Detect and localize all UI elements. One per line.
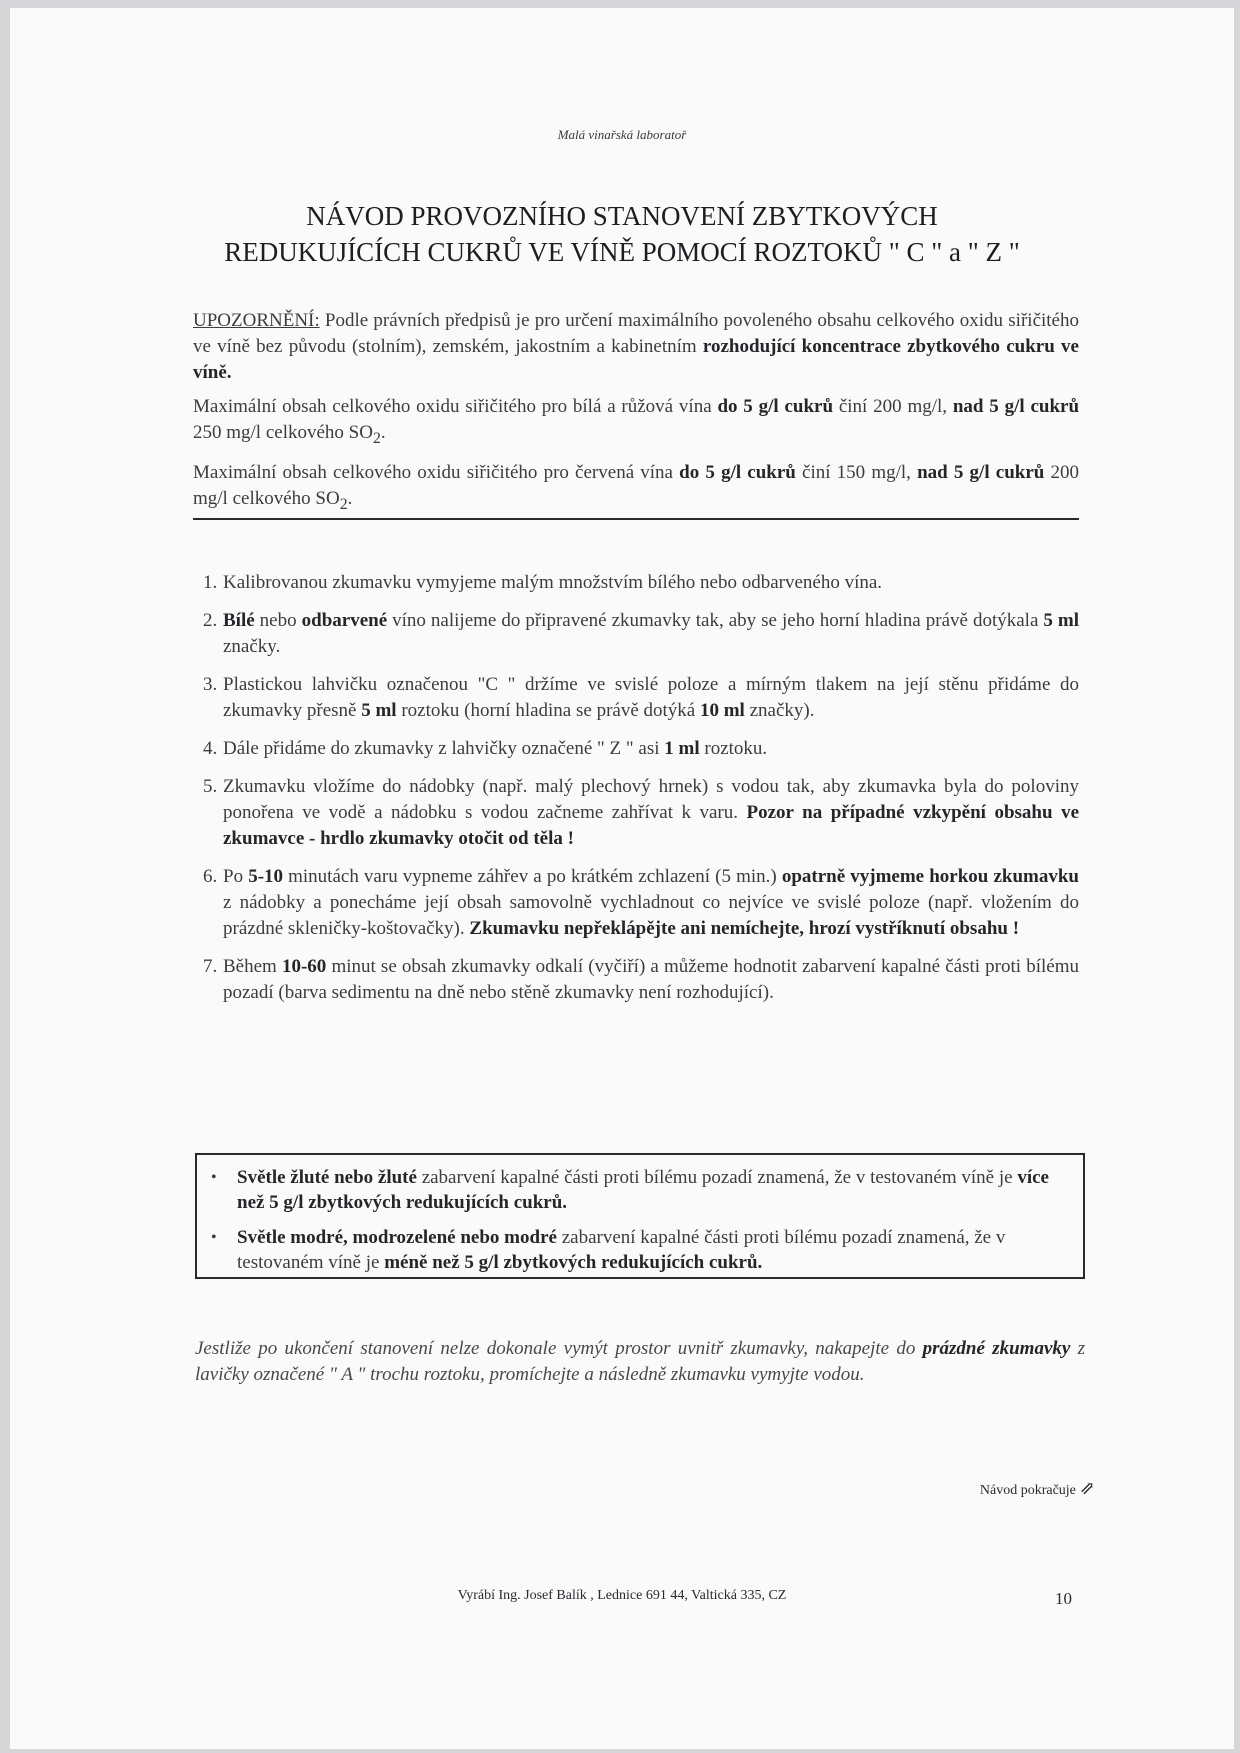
legal-warning: [193, 308, 1079, 526]
emphasis: Světle žluté nebo žluté: [237, 1167, 417, 1188]
text: .: [380, 422, 386, 443]
document-page: [10, 8, 1234, 1749]
text: nebo: [254, 610, 302, 631]
continue-link: [910, 1478, 1095, 1499]
result-item: [207, 1165, 1069, 1215]
text: činí 150 mg/l,: [795, 461, 918, 483]
text: činí 200 mg/l,: [833, 396, 953, 417]
text: víno nalijeme do připravené zkumavky tak, aby se jeho horní hladina právě dotýkala: [387, 610, 1044, 631]
emphasis: Zkumavku nepřeklápějte ani nemíchejte, hrozí vystříknutí obsahu !: [469, 918, 1020, 939]
emphasis: prázdné zkumavky: [922, 1338, 1071, 1359]
step-item: [193, 672, 1079, 724]
emphasis: 5 ml: [361, 700, 397, 721]
step-number: 3.: [203, 674, 218, 695]
text: 250 mg/l celkového SO: [193, 422, 373, 443]
results-box: [195, 1153, 1085, 1279]
emphasis: do 5 g/l cukrů: [717, 396, 834, 417]
page-number: 10: [1055, 1589, 1072, 1608]
warning-paragraph-3: [193, 460, 1079, 518]
running-header: Malá vinařská laboratoř: [557, 127, 687, 142]
text: .: [347, 487, 353, 509]
step-item: [193, 774, 1079, 852]
text: roztoku.: [699, 738, 768, 759]
text: minut se obsah zkumavky odkalí (vyčiří) a můžeme hodnotit zabarvení kapalné části proti bílému pozadí (barva sedimentu na dně nebo stěně zkumavky není rozhodující).: [223, 956, 1079, 1003]
text: značky).: [744, 700, 815, 721]
step-item: [193, 736, 1079, 762]
text: Plastickou lahvičku označenou "C " držíme ve svislé poloze a mírným tlakem na její stěnu přidáme do zkumavky přesně: [223, 674, 1079, 721]
emphasis: do 5 g/l cukrů: [679, 461, 796, 483]
bullet-icon: •: [211, 1229, 217, 1246]
text: zabarvení kapalné části proti bílému pozadí znamená, že v testovaném víně je: [416, 1167, 1018, 1188]
emphasis: Světle modré, modrozelené nebo modré: [237, 1227, 557, 1248]
divider: [193, 518, 1079, 520]
emphasis: 10 ml: [699, 700, 745, 721]
text: 200 mg/l celkového SO: [193, 461, 1080, 509]
step-item: [193, 570, 1079, 596]
result-item: [207, 1225, 1069, 1275]
step-item: [193, 608, 1079, 660]
text: Zkumavku vložíme do nádobky (např. malý plechový hrnek) s vodou tak, aby zkumavka byla do poloviny ponořena ve vodě a nádobku s vodou začneme zahřívat k varu.: [223, 776, 1079, 823]
page-title: [10, 198, 1234, 270]
emphasis: 1 ml: [664, 738, 700, 759]
text: Dále přidáme do zkumavky z lahvičky označené " Z " asi: [223, 738, 665, 759]
cleaning-note: [195, 1336, 1085, 1388]
emphasis: 5 ml: [1043, 610, 1080, 631]
text: Maximální obsah celkového oxidu siřičitého pro červená vína: [193, 461, 680, 483]
title-line-1: NÁVOD PROVOZNÍHO STANOVENÍ ZBYTKOVÝCH: [306, 201, 938, 231]
continue-label: Návod pokračuje: [979, 1483, 1076, 1498]
emphasis: odbarvené: [301, 610, 388, 631]
text: roztoku (horní hladina se právě dotýká: [396, 700, 700, 721]
subscript: 2: [339, 495, 348, 513]
warning-text: Podle právních předpisů je pro určení maximálního povoleného obsahu celkového oxidu siřičitého ve víně bez původu (stolním), zemském, jakostním a kabinetním: [193, 310, 1079, 357]
text: Maximální obsah celkového oxidu siřičitého pro bílá a růžová vína: [193, 396, 718, 417]
step-text: Kalibrovanou zkumavku vymyjeme malým množstvím bílého nebo odbarveného vína.: [223, 572, 883, 593]
text: zabarvení kapalné části proti bílému pozadí znamená, že v testovaném víně je: [237, 1227, 1006, 1273]
text: z nádobky a ponecháme její obsah samovolně vychladnout co nejvíce ve svislé poloze (např. vložením do prázdné skleničky-koštovačky).: [223, 892, 1079, 939]
step-item: [193, 954, 1079, 1006]
step-item: [193, 864, 1079, 942]
text: Po: [223, 866, 249, 887]
step-number: 5.: [203, 776, 218, 797]
emphasis: nad 5 g/l cukrů: [917, 461, 1045, 483]
text: značky.: [223, 636, 281, 657]
text: minutách varu vypneme záhřev a po krátkém zchlazení (5 min.): [283, 866, 782, 887]
emphasis: Bílé: [223, 610, 255, 631]
text: Jestliže po ukončení stanovení nelze dokonale vymýt prostor uvnitř zkumavky, nakapejte do: [195, 1338, 923, 1359]
text: Během: [223, 956, 282, 977]
bullet-icon: •: [211, 1169, 217, 1186]
step-number: 2.: [203, 610, 218, 631]
arrow-icon: ⇗: [1079, 1478, 1095, 1498]
emphasis: nad 5 g/l cukrů: [952, 396, 1080, 417]
step-number: 7.: [203, 956, 218, 977]
emphasis: 5-10: [248, 866, 284, 887]
emphasis: opatrně vyjmeme horkou zkumavku: [781, 866, 1079, 887]
step-number: 6.: [203, 866, 218, 887]
warning-paragraph-1: [193, 308, 1079, 386]
title-line-2: REDUKUJÍCÍCH CUKRŮ VE VÍNĚ POMOCÍ ROZTOKŮ " C " a " Z ": [224, 237, 1020, 267]
footer-manufacturer: Vyrábí Ing. Josef Balík , Lednice 691 44, Valtická 335, CZ: [457, 1588, 787, 1603]
procedure-steps: [193, 570, 1079, 1018]
emphasis: Pozor na případné vzkypění obsahu ve zkumavce - hrdlo zkumavky otočit od těla !: [223, 802, 1079, 849]
warning-emphasis: rozhodující koncentrace zbytkového cukru ve víně.: [193, 336, 1079, 383]
warning-paragraph-2: [193, 394, 1079, 452]
text: z lavičky označené " A " trochu roztoku, promíchejte a následně zkumavku vymyjte vodou.: [195, 1338, 1085, 1385]
subscript: 2: [372, 429, 381, 447]
warning-label: UPOZORNĚNÍ:: [193, 310, 320, 331]
step-number: 1.: [203, 572, 218, 593]
emphasis: méně než 5 g/l zbytkových redukujících cukrů.: [384, 1252, 763, 1273]
emphasis: více než 5 g/l zbytkových redukujících cukrů.: [237, 1167, 1049, 1213]
emphasis: 10-60: [281, 956, 327, 977]
step-number: 4.: [203, 738, 218, 759]
